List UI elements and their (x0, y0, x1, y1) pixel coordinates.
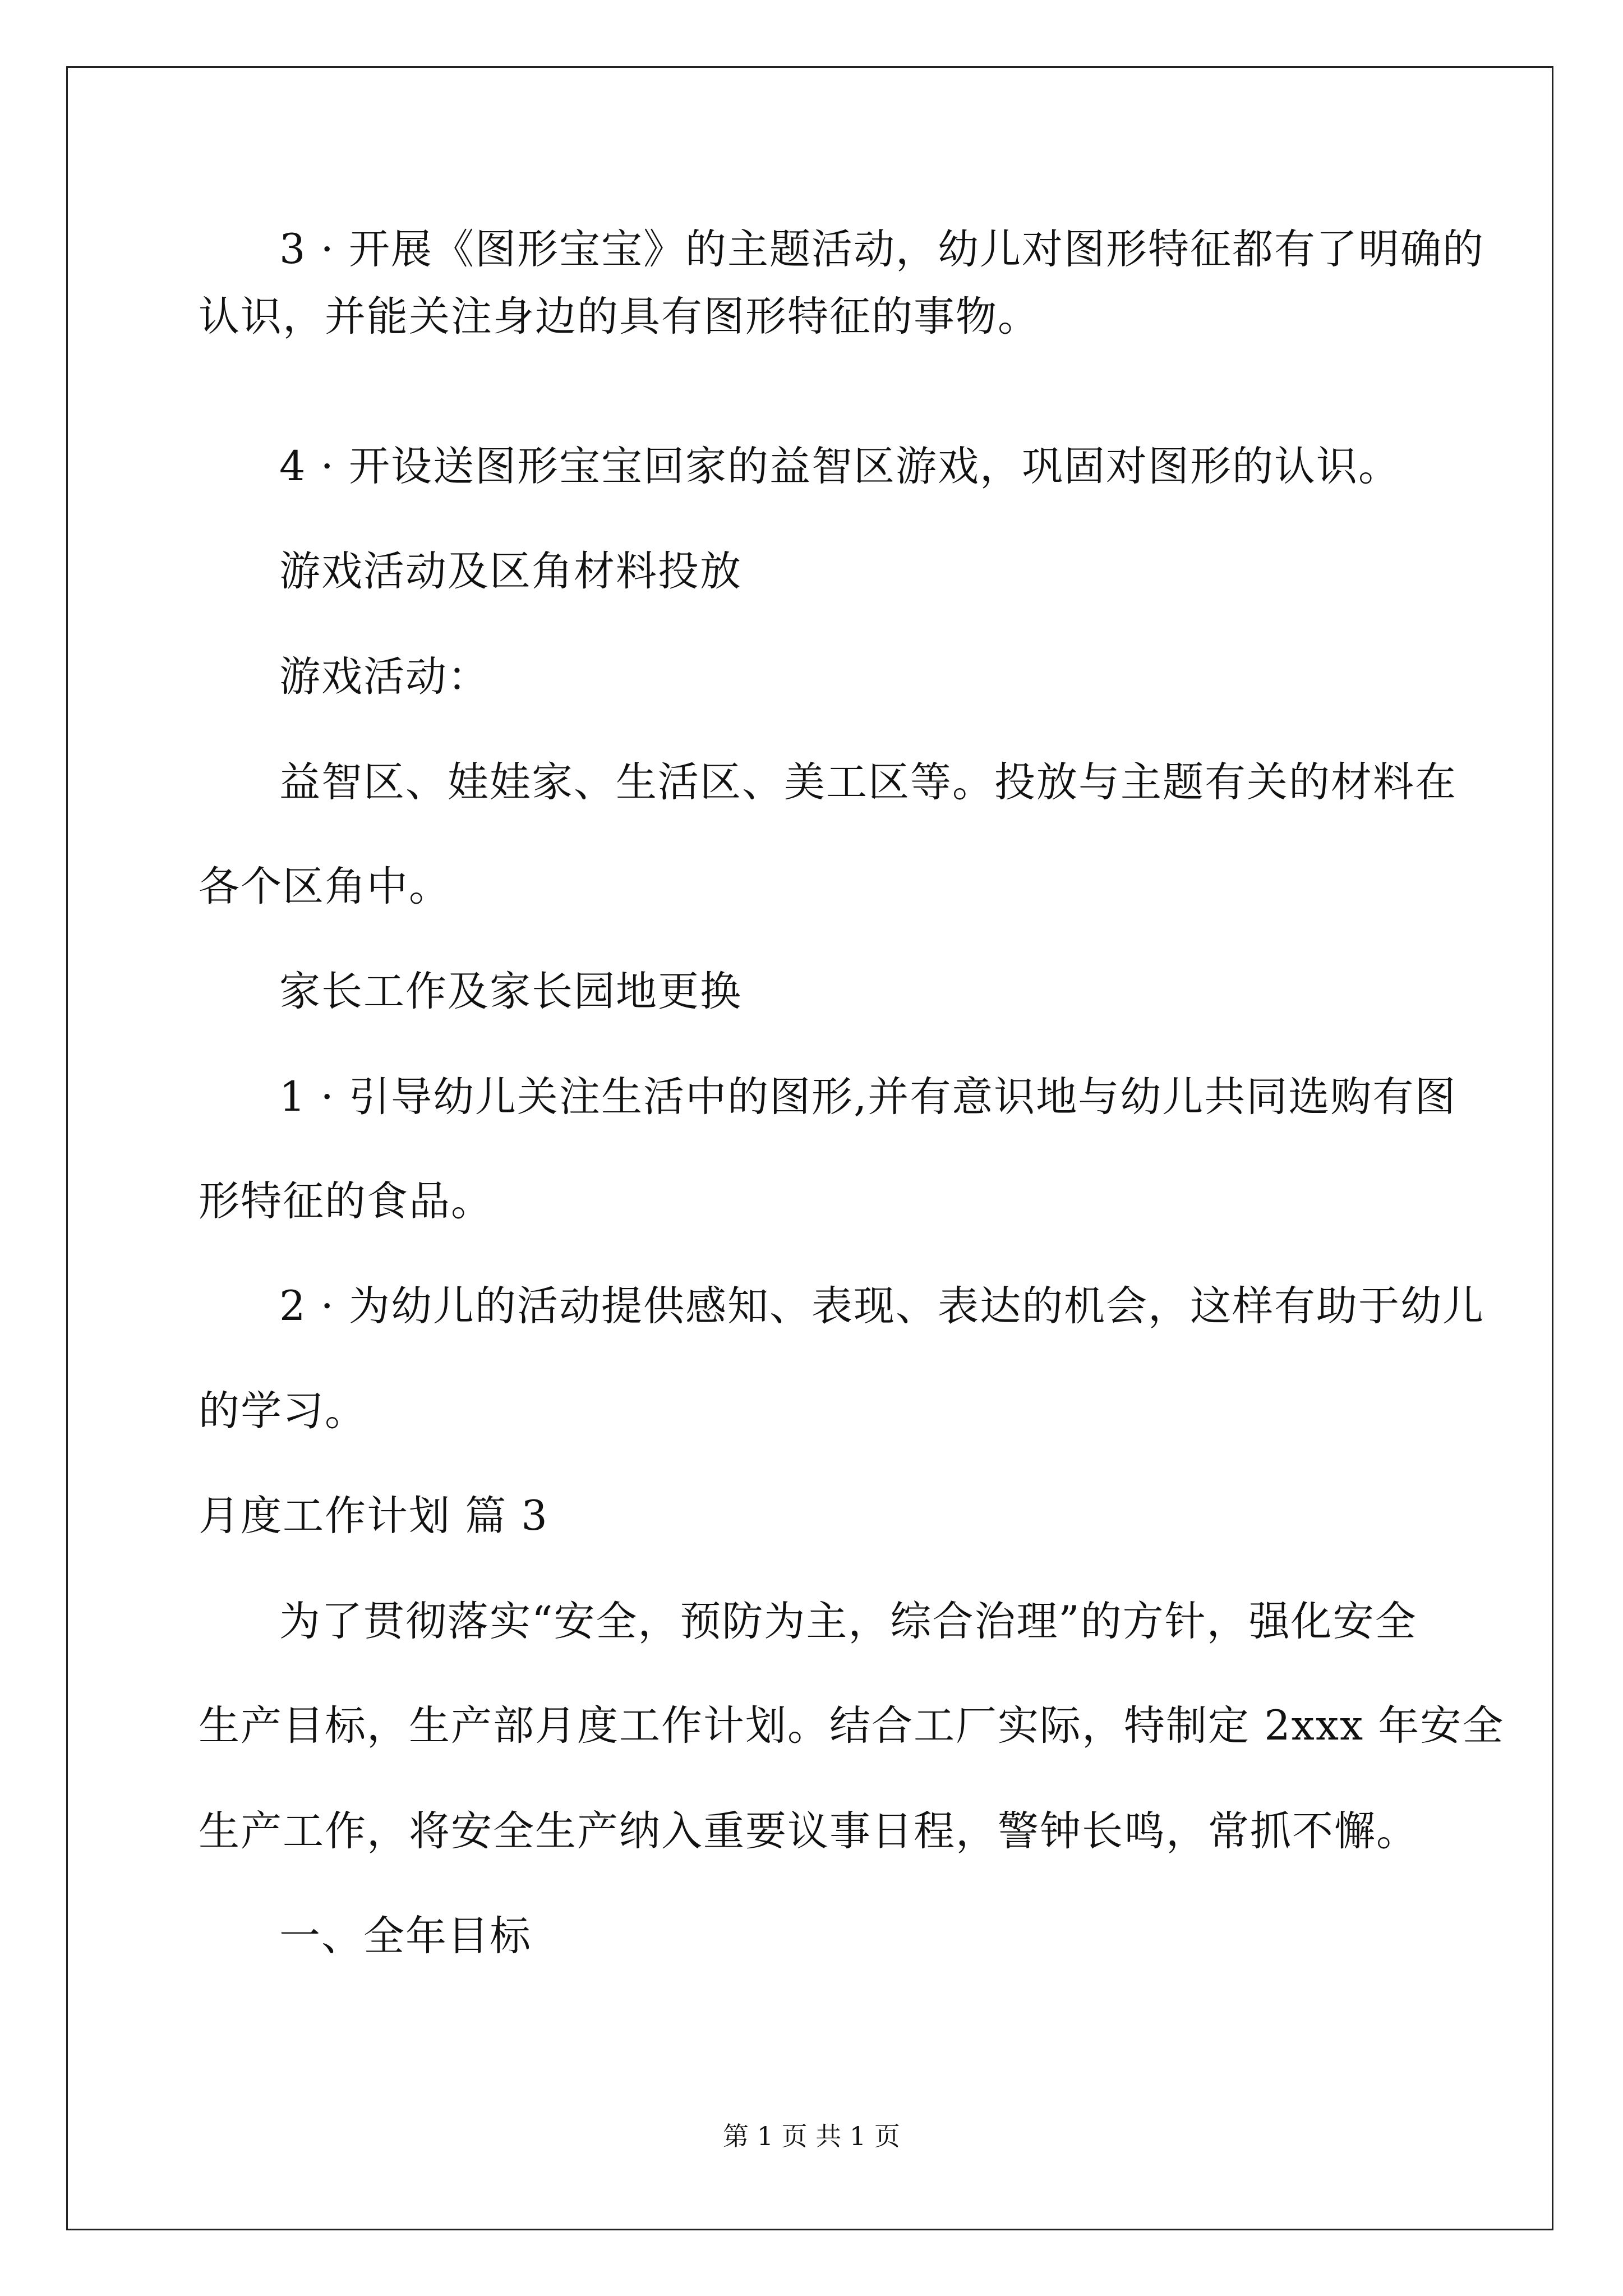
paragraph-line: 形特征的食品。 (199, 1177, 493, 1225)
paragraph-line: 4 · 开设送图形宝宝回家的益智区游戏，巩固对图形的认识。 (279, 443, 1401, 490)
paragraph-line: 生产目标，生产部月度工作计划。结合工厂实际，特制定 2xxx 年安全 (199, 1702, 1505, 1750)
section-heading: 一、全年目标 (279, 1912, 532, 1960)
section-heading: 家长工作及家长园地更换 (279, 968, 742, 1015)
paragraph-line: 2 · 为幼儿的活动提供感知、表现、表达的机会，这样有助于幼儿 (279, 1282, 1485, 1330)
paragraph-line: 为了贯彻落实“安全，预防为主，综合治理”的方针，强化安全 (279, 1598, 1417, 1645)
paragraph-line: 益智区、娃娃家、生活区、美工区等。投放与主题有关的材料在 (279, 758, 1457, 806)
paragraph-line: 1 · 引导幼儿关注生活中的图形,并有意识地与幼儿共同选购有图 (279, 1073, 1457, 1121)
article-title: 月度工作计划 篇 3 (199, 1492, 548, 1540)
paragraph-line: 认识，并能关注身边的具有图形特征的事物。 (199, 293, 1040, 341)
paragraph-line: 生产工作，将安全生产纳入重要议事日程，警钟长鸣，常抓不懈。 (199, 1807, 1418, 1855)
paragraph-line: 3 · 开展《图形宝宝》的主题活动，幼儿对图形特征都有了明确的 (279, 226, 1485, 273)
page-footer: 第 1 页 共 1 页 (723, 2121, 900, 2151)
paragraph-line: 的学习。 (199, 1387, 367, 1435)
subsection-heading: 游戏活动： (279, 653, 490, 701)
page-border (66, 66, 1553, 2230)
paragraph-line: 各个区角中。 (199, 863, 451, 910)
section-heading: 游戏活动及区角材料投放 (279, 547, 742, 595)
